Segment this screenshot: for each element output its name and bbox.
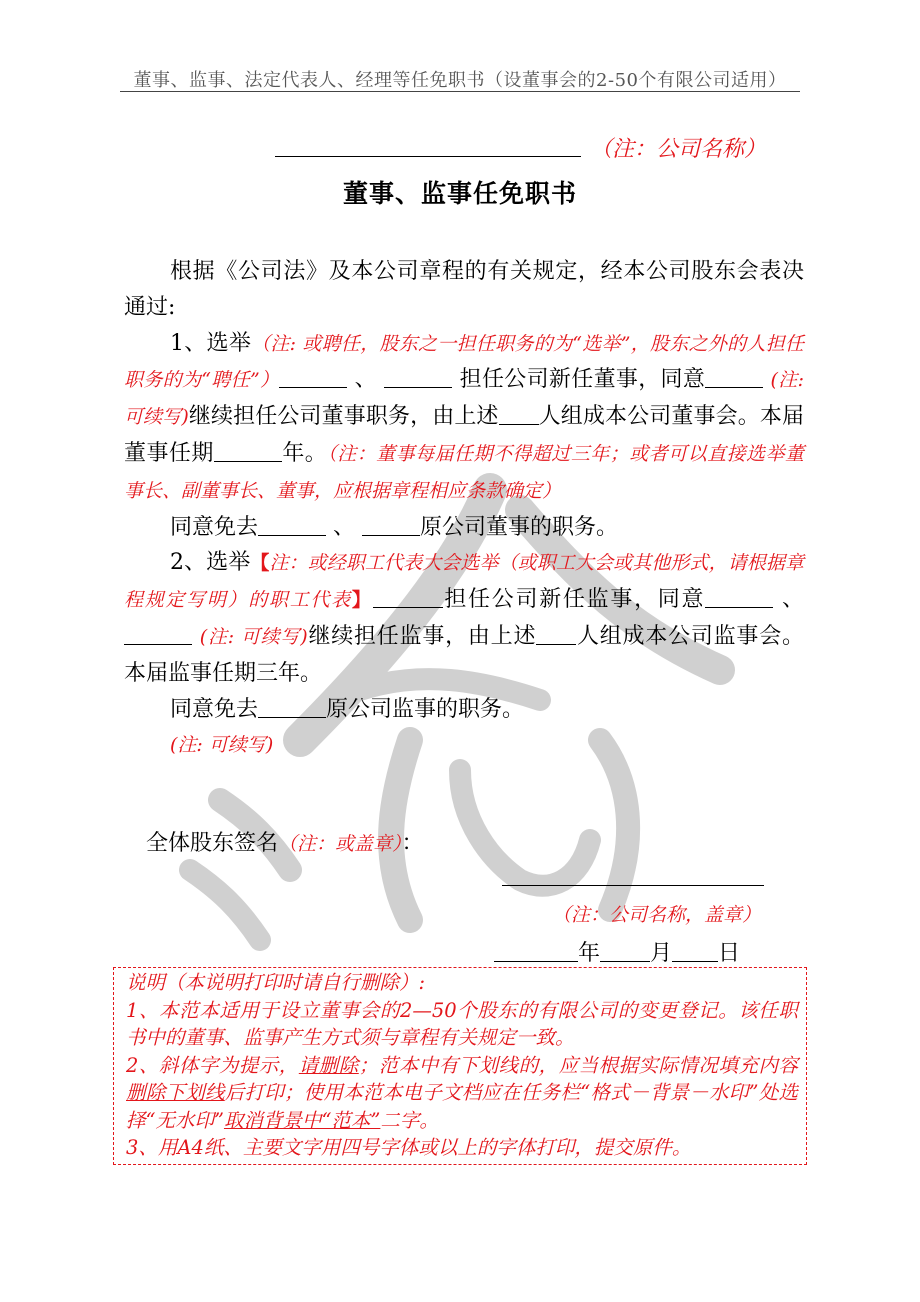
new-director-blank-1[interactable] (279, 365, 347, 388)
company-seal-blank[interactable] (502, 885, 764, 886)
sec1-lead: 1、选举 (170, 330, 252, 356)
sec2-lead: 2、选举 (170, 550, 251, 576)
sec1-note-continue: (注: 可续写) (124, 369, 804, 429)
explanation-item-2 (126, 1052, 798, 1135)
month-label: 月 (650, 941, 673, 966)
header-divider (120, 91, 800, 92)
director-dismissal-paragraph (124, 510, 804, 546)
dismissed-director-blank-1[interactable] (258, 513, 326, 536)
sec1-separator: 、 (354, 367, 377, 393)
item2-part-d: 删除下划线 (126, 1081, 225, 1104)
day-label: 日 (718, 941, 741, 966)
continuing-supervisor-blank-1[interactable] (705, 585, 773, 608)
sec1-note-appoint: （注: 或聘任，股东之一担任职务的为“选举”，股东之外的人担任职务的为“聘任”） (124, 332, 804, 392)
sec2-note-employee: 注：或经职工代表大会选举（或职工大会或其他形式，请根据章程规定写明）的职工代表 (124, 552, 804, 612)
item2-part-f: 取消背景中“范本” (223, 1108, 381, 1132)
explanation-item-1: 1、本范本适用于设立董事会的2—50个股东的有限公司的变更登记。该任职书中的董事、监事产生方式须与章程有关规定一致。 (126, 998, 798, 1049)
continue-note-paragraph (124, 727, 804, 764)
supervisor-dismissal-paragraph (124, 692, 804, 728)
continuing-director-blank[interactable] (705, 365, 763, 388)
director-term-blank[interactable] (214, 439, 282, 462)
signature-colon: ： (401, 831, 424, 856)
company-seal-note: （注：公司名称，盖章） (552, 904, 762, 926)
sec2-text-1: 担任公司新任监事，同意 (442, 587, 706, 613)
dismiss-director-separator: 、 (333, 514, 356, 540)
dismiss-supervisor-suffix: 原公司监事的职务。 (326, 696, 525, 722)
explanation-heading: 说明（本说明打印时请自行删除）: (126, 971, 426, 994)
shareholder-signature-label (146, 826, 424, 857)
page-header: 董事、监事、法定代表人、经理等任免职书（设董事会的2-50个有限公司适用） (133, 70, 787, 91)
signature-label-note: （注：或盖章） (278, 833, 402, 855)
sec1-note-term: （注：董事每届任期不得超过三年；或者可以直接选举董事长、副董事长、董事，应根据章程相应条款确定） (124, 442, 804, 502)
sec2-text-2: 继续担任监事，由上述 (307, 623, 537, 649)
dismissed-director-blank-2[interactable] (362, 513, 420, 536)
sec1-text-3: 人组成本公司董事会。本届董事任期 (124, 404, 804, 466)
company-name-blank[interactable] (275, 156, 581, 157)
item2-part-e: 后打印；使用本范本电子文档应在任务栏“格式－背景－水印”处选择“无水印” (126, 1081, 798, 1132)
item2-part-c: ；范本中有下划线的，应当根据实际情况填充内容 (358, 1053, 798, 1077)
continuing-supervisor-blank-2[interactable] (124, 622, 192, 645)
director-election-paragraph (124, 326, 804, 510)
year-blank[interactable] (494, 939, 578, 962)
sec1-text-4: 年。 (281, 440, 328, 466)
day-blank[interactable] (672, 939, 718, 962)
supervisory-board-size-blank[interactable] (536, 622, 576, 645)
new-director-blank-2[interactable] (384, 365, 452, 388)
bracket-open: 【 (250, 552, 270, 575)
explanation-item-3: 3、用A4纸、主要文字用四号字体或以上的字体打印，提交原件。 (126, 1136, 692, 1159)
dismissed-supervisor-blank[interactable] (258, 695, 326, 718)
explanation-box (113, 967, 807, 1165)
dismiss-supervisor-text: 同意免去 (170, 696, 259, 722)
company-name-note: （注：公司名称） (590, 137, 767, 162)
dismiss-director-suffix: 原公司董事的职务。 (420, 514, 619, 540)
item2-part-g: 二字。 (380, 1108, 439, 1132)
item2-part-a: 2、斜体字为提示， (126, 1053, 299, 1077)
month-blank[interactable] (600, 939, 650, 962)
year-label: 年 (578, 941, 601, 966)
intro-paragraph: 根据《公司法》及本公司章程的有关规定，经本公司股东会表决通过: (124, 259, 804, 320)
sec1-text-2: 继续担任公司董事职务，由上述 (188, 404, 499, 430)
bracket-close: 】 (351, 589, 373, 612)
continue-note: (注: 可续写) (170, 734, 274, 757)
supervisor-election-paragraph (124, 545, 804, 691)
date-row (494, 936, 740, 967)
signature-label-text: 全体股东签名 (146, 831, 279, 856)
sec2-note-continue: (注: 可续写) (199, 625, 308, 648)
item2-part-b: 请删除 (298, 1053, 359, 1077)
dismiss-director-text: 同意免去 (170, 514, 259, 540)
new-supervisor-blank[interactable] (373, 585, 443, 608)
sec2-separator: 、 (781, 587, 804, 613)
sec2-text-3: 人组成本公司监事会。本届监事任期三年。 (124, 623, 804, 686)
board-size-blank[interactable] (499, 402, 539, 425)
document-title: 董事、监事任免职书 (342, 179, 577, 208)
sec1-text-1: 担任公司新任董事，同意 (459, 367, 706, 393)
document-body (124, 254, 804, 764)
